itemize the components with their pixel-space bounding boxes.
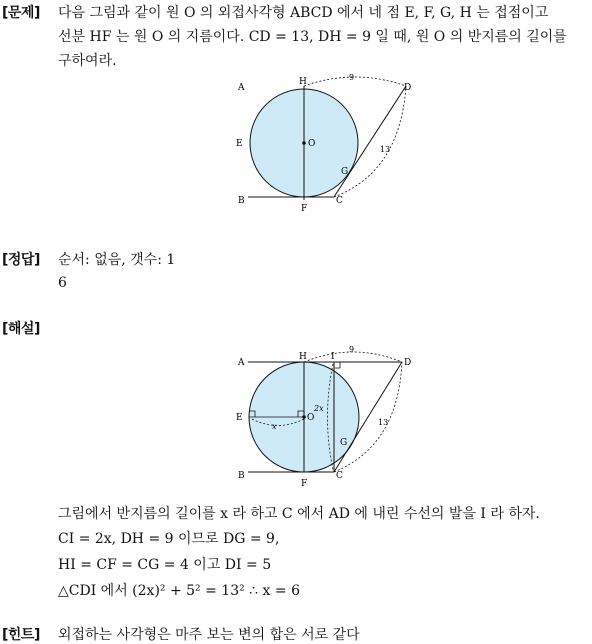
- problem-label: [문제]: [2, 5, 40, 21]
- length-cd-2: 13: [378, 418, 389, 427]
- label-H: H: [299, 77, 307, 87]
- hint-label: [힌트]: [2, 627, 40, 643]
- length-hd-2: 9: [349, 346, 355, 354]
- label-H-2: H: [299, 352, 307, 362]
- label-E: E: [236, 139, 243, 149]
- explanation-line3: HI = CF = CG = 4 이고 DI = 5: [58, 557, 272, 573]
- explanation-line4: △CDI 에서 (2x)² + 5² = 13² ∴ x = 6: [58, 583, 300, 599]
- label-B: B: [238, 196, 245, 206]
- label-O-2: O: [307, 413, 315, 423]
- label-F-2: F: [301, 479, 308, 489]
- label-D: D: [404, 83, 412, 93]
- arc-hd: [304, 77, 406, 86]
- hint-text: 외접하는 사각형은 마주 보는 변의 합은 서로 같다: [58, 627, 360, 643]
- label-B-2: B: [238, 471, 245, 481]
- answer-value: 6: [58, 275, 67, 291]
- problem-figure: [230, 72, 430, 217]
- label-O: O: [308, 139, 316, 149]
- length-eo-2: x: [272, 422, 277, 431]
- center-dot-2: [302, 415, 306, 419]
- label-C-2: C: [336, 471, 343, 481]
- explanation-figure: [230, 346, 430, 491]
- answer-meta: 순서: 없음, 갯수: 1: [58, 252, 176, 268]
- label-G: G: [341, 167, 349, 177]
- label-D-2: D: [404, 358, 412, 368]
- label-G-2: G: [340, 438, 348, 448]
- answer-label: [정답]: [2, 252, 40, 268]
- problem-text-line2: [58, 26, 567, 46]
- label-C: C: [336, 196, 343, 206]
- label-F: F: [301, 204, 308, 214]
- problem-text-line1: 다음 그림과 같이 원 O 의 외접사각형 ABCD 에서 네 점 E, F, G, H 는 접점이고: [58, 5, 549, 21]
- explanation-line1: 그림에서 반지름의 길이를 x 라 하고 C 에서 AD 에 내린 수선의 발을 I 라 하자.: [58, 506, 540, 522]
- problem-text-line2-content: 선분 HF 는 원 O 의 지름이다. CD = 13, DH = 9 일 때, 원 O 의 반지름의 길이를: [58, 29, 567, 45]
- label-A-2: A: [238, 358, 245, 368]
- label-A: A: [238, 83, 245, 93]
- label-E-2: E: [236, 413, 243, 423]
- explanation-label: [해설]: [2, 321, 40, 337]
- center-dot: [302, 141, 306, 145]
- label-I-2: I: [331, 352, 335, 362]
- problem-text-line3: 구하여라.: [58, 53, 117, 69]
- length-hd: 9: [349, 73, 355, 82]
- length-cd: 13: [380, 145, 391, 154]
- length-ci-2: 2x: [314, 404, 324, 413]
- explanation-line2: CI = 2x, DH = 9 이므로 DG = 9,: [58, 531, 280, 547]
- right-angle-i: [334, 362, 340, 368]
